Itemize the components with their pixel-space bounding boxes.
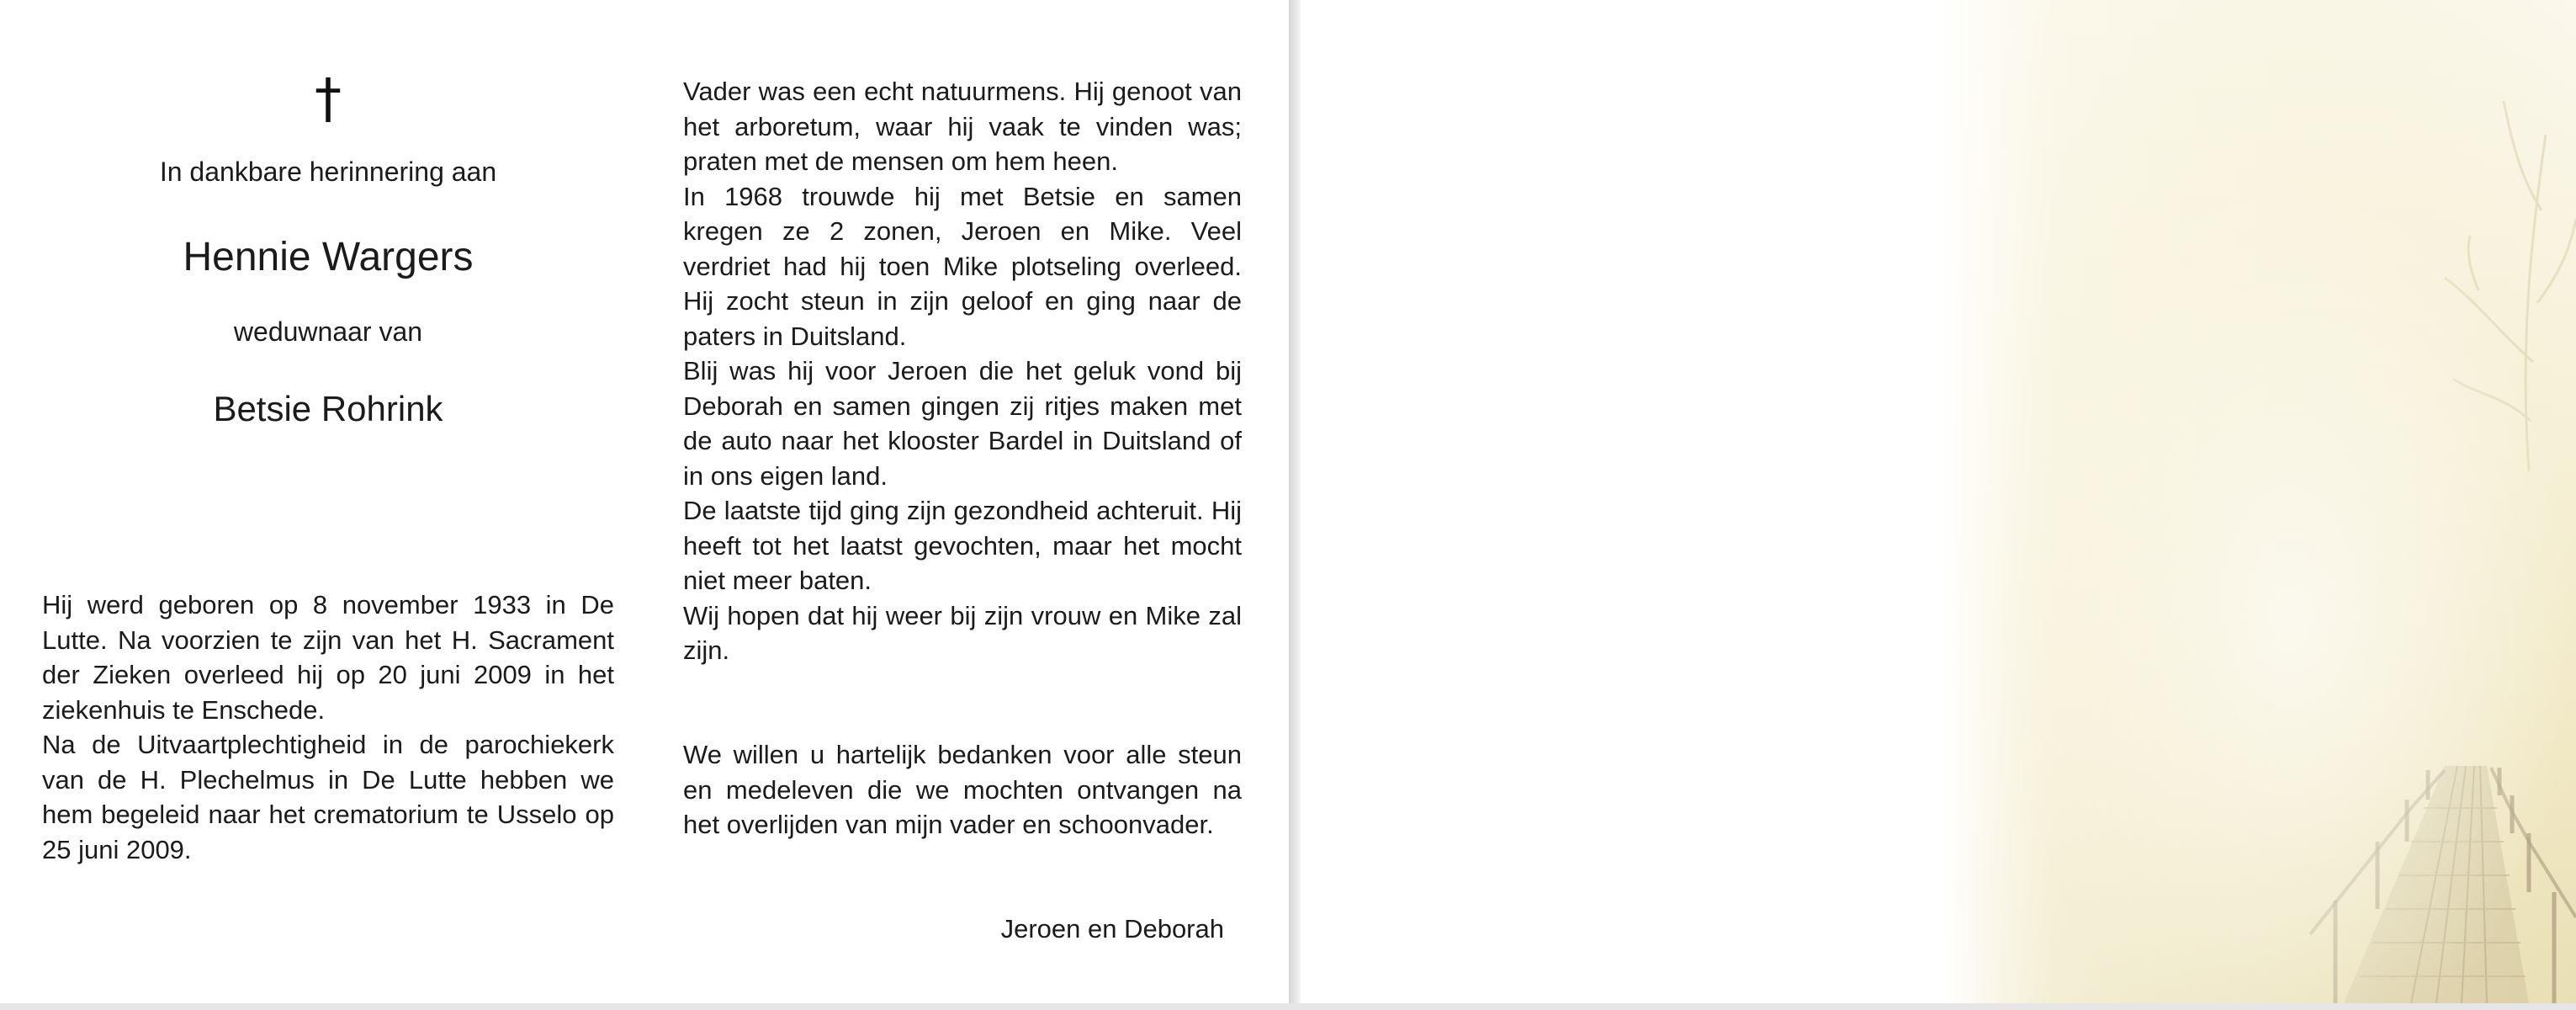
story-paragraph: De laatste tijd ging zijn gezondheid achteruit. Hij heeft tot het laatst gevochten, maar het mocht niet meer baten.: [683, 496, 1242, 595]
story-paragraph: Blij was hij voor Jeroen die het geluk vond bij Deborah en samen gingen zij ritjes maken met de auto naar het klooster Bardel in Duitsland of in ons eigen land.: [683, 356, 1242, 491]
biography-text: [42, 587, 614, 867]
cross-icon: †: [315, 68, 342, 130]
card-fold: [1289, 0, 1301, 1003]
scan-bottom-edge: [0, 1003, 2576, 1010]
story-paragraph: Vader was een echt natuurmens. Hij genoot van het arboretum, waar hij vaak te vinden was; praten met de mensen om hem heen.: [683, 77, 1242, 176]
thank-you-paragraph: We willen u hartelijk bedanken voor alle steun en medeleven die we mochten ontvangen na het overlijden van mijn vader en schoonvader.: [683, 740, 1242, 839]
inner-right-page: [1301, 0, 2576, 1003]
story-paragraph: In 1968 trouwde hij met Betsie en samen kregen ze 2 zonen, Jeroen en Mike. Veel verdriet had hij toen Mike plotseling overleed. Hij zocht steun in zijn geloof en ging naar de paters in Duitsland.: [683, 181, 1242, 351]
biography-paragraph: Hij werd geboren op 8 november 1933 in De Lutte. Na voorzien te zijn van het H. Sacrament der Zieken overleed hij op 20 juni 2009 in het ziekenhuis te Enschede.: [42, 590, 614, 725]
deceased-name: Hennie Wargers: [183, 235, 474, 279]
signature: Jeroen en Deborah: [1000, 914, 1224, 944]
inner-left-page: [0, 0, 1291, 1003]
misty-pier-photo: [1940, 0, 2576, 1003]
biography-paragraph: Na de Uitvaartplechtigheid in de parochiekerk van de H. Plechelmus in De Lutte hebben we hem begeleid naar het crematorium te Usselo op 25 juni 2009.: [42, 730, 614, 864]
relation-line: weduwnaar van: [233, 316, 423, 347]
thank-you-text: [683, 737, 1242, 843]
intro-line: In dankbare herinnering aan: [159, 157, 497, 187]
spouse-name: Betsie Rohrink: [213, 389, 443, 428]
life-story-text: [683, 74, 1242, 668]
story-paragraph: Wij hopen dat hij weer bij zijn vrouw en Mike zal zijn.: [683, 600, 1242, 665]
